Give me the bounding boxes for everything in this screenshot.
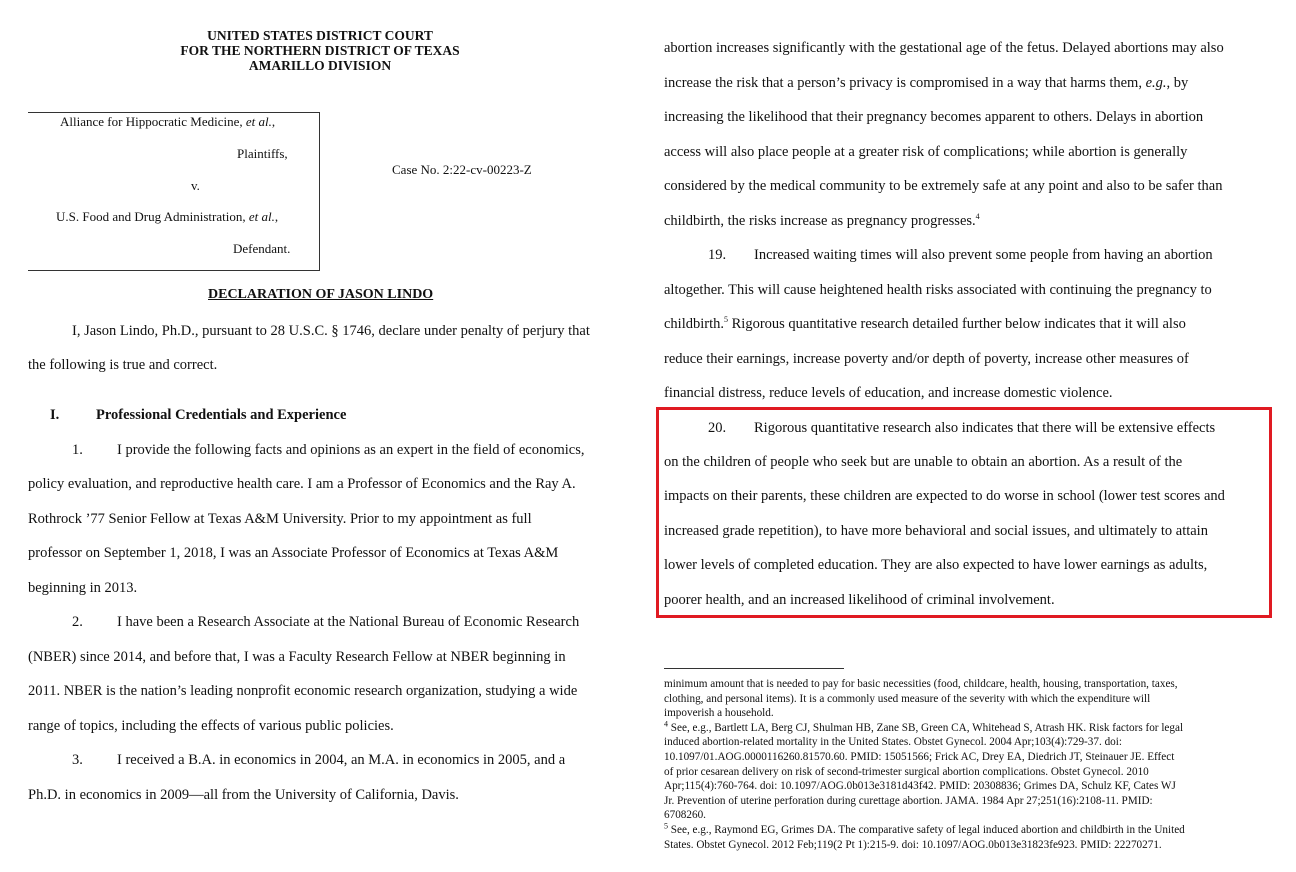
para-20-line: Rigorous quantitative research also indicates that there will be extensive effects — [754, 420, 1216, 436]
right-cont-line: access will also place people at a greater risk of complications; while abortion is generally — [664, 144, 1188, 160]
right-cont-line — [664, 75, 1188, 92]
para-19-text: Rigorous quantitative research detailed further below indicates that it will also — [728, 316, 1186, 332]
para-19-line: Increased waiting times will also prevent some people from having an abortion — [754, 247, 1213, 263]
para-2-line: (NBER) since 2014, and before that, I was a Faculty Research Fellow at NBER beginning in — [28, 649, 566, 665]
para-1-line: policy evaluation, and reproductive health care. I am a Professor of Economics and the Ray A. — [28, 476, 576, 492]
para-20-line: increased grade repetition), to have more behavioral and social issues, and ultimately to attain — [664, 523, 1208, 539]
footnote-4-line: Apr;115(4):760-764. doi: 10.1097/AOG.0b013e3181d43f42. PMID: 20308836; Grimes DA, Schulz KF, Cates WJ — [664, 780, 1176, 793]
para-20-line: lower levels of completed education. They are also expected to have lower earnings as adults, — [664, 557, 1208, 573]
footnote-4-line: 6708260. — [664, 809, 706, 822]
para-1-line: I provide the following facts and opinions as an expert in the field of economics, — [117, 442, 585, 458]
para-1-line: beginning in 2013. — [28, 580, 138, 596]
intro-line-1: I, Jason Lindo, Ph.D., pursuant to 28 U.S.C. § 1746, declare under penalty of perjury that — [72, 323, 590, 339]
para-3-line: I received a B.A. in economics in 2004, an M.A. in economics in 2005, and a — [117, 752, 566, 768]
footnote-4-line: of prior cesarean delivery on risk of second-trimester surgical abortion complications. Obstet Gynecol. 2010 — [664, 765, 1149, 778]
footnote-4-line — [664, 721, 1185, 736]
footnote-divider — [664, 668, 844, 669]
para-19-line: financial distress, reduce levels of education, and increase domestic violence. — [664, 385, 1113, 401]
footnote-4-line: induced abortion-related mortality in the United States. Obstet Gynecol. 2004 Apr;103(4):729-37. doi: — [664, 736, 1122, 749]
right-cont-text: increase the risk that a person’s privacy is compromised in a way that harms them, — [664, 75, 1146, 91]
declaration-title: DECLARATION OF JASON LINDO — [208, 287, 434, 302]
highlight-box — [656, 407, 1272, 618]
right-cont-by: , by — [1166, 75, 1189, 91]
footnote-4-line: Jr. Prevention of uterine perforation during curettage abortion. JAMA. 1984 Apr 27;251(16):2108-11. PMID: — [664, 794, 1153, 807]
para-20-line: poorer health, and an increased likelihood of criminal involvement. — [664, 592, 1055, 608]
footnotes-block — [664, 677, 1185, 852]
court-district: FOR THE NORTHERN DISTRICT OF TEXAS — [180, 43, 460, 58]
defendant-label: Defendant. — [233, 241, 291, 256]
right-cont-line: considered by the medical community to be extremely safe at any point and also to be safer than — [664, 178, 1223, 194]
case-number: Case No. 2:22-cv-00223-Z — [392, 162, 532, 177]
defendant-name: U.S. Food and Drug Administration, — [56, 209, 249, 224]
right-cont-line: abortion increases significantly with the gestational age of the fetus. Delayed abortions may also — [664, 40, 1224, 56]
section-title: Professional Credentials and Experience — [96, 407, 347, 423]
court-heading — [120, 28, 520, 73]
para-20-line: impacts on their parents, these children are expected to do worse in school (lower test scores and — [664, 488, 1225, 504]
right-cont-line — [664, 213, 980, 230]
para-20-line: on the children of people who seek but are unable to obtain an abortion. As a result of the — [664, 454, 1183, 470]
footnote-ref-4[interactable]: 4 — [975, 212, 980, 222]
para-1-number: 1. — [72, 442, 83, 458]
para-1-line: Rothrock ’77 Senior Fellow at Texas A&M University. Prior to my appointment as full — [28, 511, 532, 527]
para-3-line: Ph.D. in economics in 2009—all from the University of California, Davis. — [28, 787, 459, 803]
defendant-line — [56, 209, 278, 225]
footnote-ref-5[interactable]: 5 — [724, 315, 729, 325]
section-number: I. — [50, 407, 60, 423]
defendant-etal: et al. — [248, 209, 275, 224]
versus-label: v. — [191, 178, 200, 193]
footnote-cont-line: clothing, and personal items). It is a commonly used measure of the severity with which the expenditure will — [664, 692, 1151, 705]
court-division: AMARILLO DIVISION — [248, 58, 392, 73]
plaintiff-name: Alliance for Hippocratic Medicine, — [60, 114, 246, 129]
para-1-line: professor on September 1, 2018, I was an Associate Professor of Economics at Texas A&M — [28, 545, 559, 561]
plaintiffs-label: Plaintiffs, — [237, 146, 288, 161]
para-2-line: range of topics, including the effects of various public policies. — [28, 718, 394, 734]
footnote-4-line: 10.1097/01.AOG.0000116260.81570.60. PMID: 15051566; Frick AC, Drey EA, Diedrich JT, Steinauer JE. Effect — [664, 750, 1175, 763]
para-20-number: 20. — [708, 420, 727, 436]
footnote-5-line: States. Obstet Gynecol. 2012 Feb;119(2 Pt 1):215-9. doi: 10.1097/AOG.0b013e31823fe923. PMID: 22270271. — [664, 838, 1162, 851]
footnote-5-text: See, e.g., Raymond EG, Grimes DA. The comparative safety of legal induced abortion and childbirth in the United — [668, 823, 1185, 836]
court-name: UNITED STATES DISTRICT COURT — [207, 28, 433, 43]
para-19-number: 19. — [708, 247, 727, 263]
para-19-line: reduce their earnings, increase poverty and/or depth of poverty, increase other measures of — [664, 351, 1189, 367]
right-cont-eg: e.g. — [1145, 75, 1167, 91]
footnote-cont-line: minimum amount that is needed to pay for basic necessities (food, childcare, health, housing, transportation, taxes, — [664, 678, 1178, 690]
para-3-number: 3. — [72, 752, 83, 768]
defendant-comma: , — [274, 209, 279, 224]
para-19-text: childbirth. — [664, 316, 725, 332]
plaintiff-comma: , — [271, 114, 276, 129]
intro-line-2: the following is true and correct. — [28, 357, 218, 373]
right-cont-text: childbirth, the risks increase as pregnancy progresses. — [664, 213, 976, 229]
para-2-number: 2. — [72, 614, 83, 630]
footnote-4-marker: 4 — [664, 719, 668, 729]
para-2-line: I have been a Research Associate at the National Bureau of Economic Research — [117, 614, 580, 630]
footnote-cont-line: impoverish a household. — [664, 707, 774, 720]
para-2-line: 2011. NBER is the nation’s leading nonprofit economic research organization, studying a wide — [28, 683, 578, 699]
footnote-4-text: See, e.g., Bartlett LA, Berg CJ, Shulman HB, Zane SB, Green CA, Whitehead S, Atrash HK. Risk factors for legal — [668, 721, 1184, 734]
right-cont-line: increasing the likelihood that their pregnancy becomes apparent to others. Delays in abortion — [664, 109, 1204, 125]
footnote-5-marker: 5 — [664, 821, 668, 831]
footnote-5-line — [664, 823, 1185, 838]
plaintiff-etal: et al. — [245, 114, 272, 129]
para-19-line: altogether. This will cause heightened health risks associated with continuing the pregnancy to — [664, 282, 1212, 298]
plaintiff-line — [60, 114, 275, 130]
para-19-line — [664, 316, 1186, 333]
